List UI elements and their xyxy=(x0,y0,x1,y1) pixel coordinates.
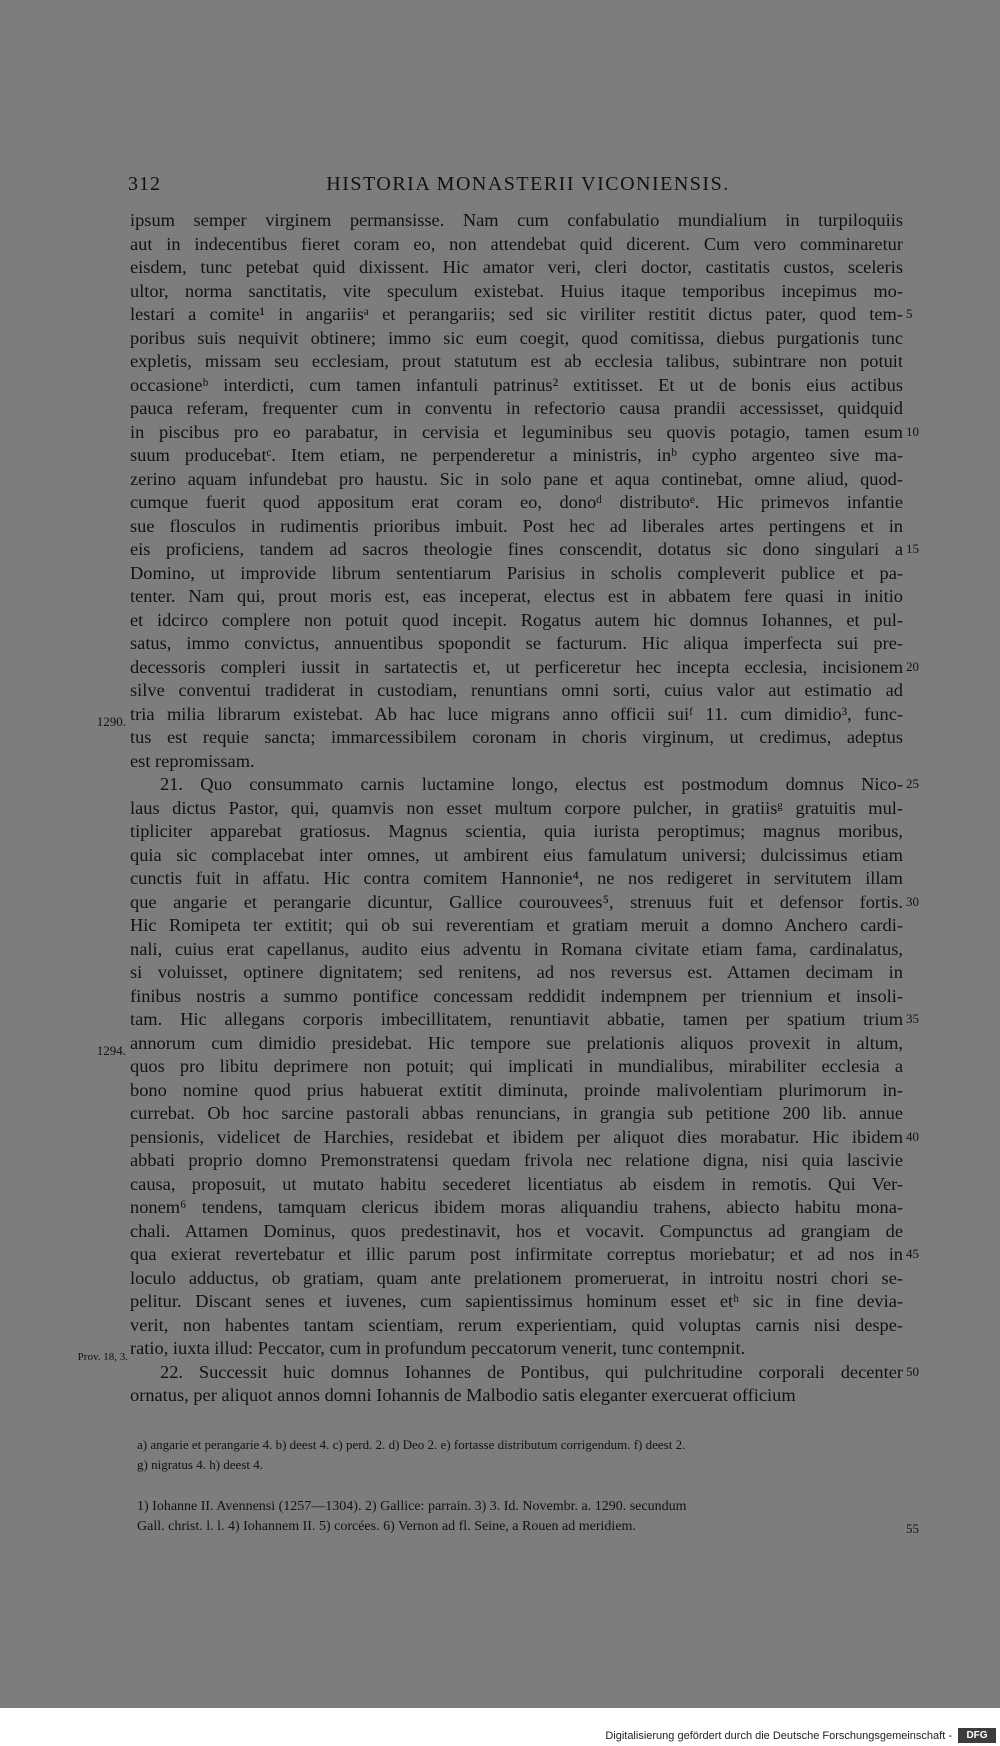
footnote-line-1: 1) Iohanne II. Avennensi (1257—1304). 2) Gallice: parrain. 3) 3. Id. Novembr. a. 1290. secundum xyxy=(137,1499,687,1514)
line-number: 10 xyxy=(906,423,919,439)
text-line: tenter. Nam qui, prout moris est, eas inceperat, electus est in abbatem fere quasi in initio xyxy=(130,586,903,606)
text-line: loculo adductus, ob gratiam, quam ante prelationem promeruerat, in introitu nostri chori se- xyxy=(130,1267,903,1288)
line-number: 20 xyxy=(906,658,919,674)
running-header xyxy=(128,173,928,203)
text-line: quos pro libitu deprimere non potuit; qui implicati in mundialibus, mirabiliter ecclesia a xyxy=(130,1056,903,1076)
text-line: abbati proprio domno Premonstratensi quedam frivola nec relatione digna, nisi quia lascivie xyxy=(130,1150,903,1170)
text-line: eis proficiens, tandem ad sacros theologie fines conscendit, dotatus sic dono singulari a xyxy=(130,539,903,559)
line-number: 50 xyxy=(906,1363,919,1379)
page-number: 312 xyxy=(128,173,161,195)
line-number: 25 xyxy=(906,776,919,791)
text-line: laus dictus Pastor, qui, quamvis non esset multum corpore pulcher, in gratiisᵍ gratuitis mul- xyxy=(130,797,903,818)
line-number: 45 xyxy=(906,1246,919,1261)
text-line: chali. Attamen Dominus, quos predestinavit, hos et vocavit. Compunctus ad grangiam de xyxy=(130,1220,903,1241)
text-line: Hic Romipeta ter extitit; qui ob sui reverentiam et gratiam meruit a domno Anchero cardi- xyxy=(130,915,903,935)
text-line: eisdem, tunc petebat quid dixissent. Hic amator veri, cleri doctor, castitatis custos, sceleris xyxy=(130,257,903,277)
text-line: verit, non habentes tantam scientiam, rerum experientiam, quid voluptas carnis nisi despe- xyxy=(130,1314,903,1335)
text-line: cunctis fuit in affatu. Hic contra comitem Hannonie⁴, ne nos redigeret in servitutem illam xyxy=(130,868,903,888)
margin-citation: Prov. 18, 3. xyxy=(77,1351,128,1363)
text-line: ipsum semper virginem permansisse. Nam cum confabulatio mundialium in turpiloquiis xyxy=(130,210,903,230)
text-line: tria milia librarum existebat. Ab hac luce migrans anno officii suiᶠ 11. cum dimidio³, func- xyxy=(130,703,903,724)
text-line: qua exierat revertebatur et illic parum post infirmitate correptus moriebatur; et ad nos in xyxy=(130,1244,903,1264)
text-line: ratio, iuxta illud: Peccator, cum in profundum peccatorum venerit, tunc contempnit. xyxy=(130,1338,746,1358)
margin-year-1290: 1290. xyxy=(96,714,126,729)
line-number: 35 xyxy=(906,1011,919,1026)
text-line: 21. Quo consummato carnis luctamine longo, electus est postmodum domnus Nico- xyxy=(160,774,903,794)
text-line: quia sic complacebat inter omnes, ut ambirent eius famulatum universi; dulcissimus etiam xyxy=(130,844,903,865)
text-line: occasioneᵇ interdicti, cum tamen infantuli patrinus² extitisset. Et ut de bonis eius actibus xyxy=(130,374,903,395)
text-line: finibus nostris a summo pontifice concessam reddidit indempnem per triennium et insoli- xyxy=(130,985,903,1006)
text-line: nonem⁶ tendens, tamquam clericus ibidem moras aliquandiu trahens, abiecto habitu mona- xyxy=(130,1197,903,1217)
text-line: que angarie et perangarie dicuntur, Gallice courouvees⁵, strenuus fuit et defensor fortis. xyxy=(130,891,903,912)
text-line: tam. Hic allegans corporis imbecillitatem, renuntiavit abbatie, tamen per spatium trium xyxy=(130,1009,903,1029)
text-line: nali, cuius erat capellanus, audito eius adventu in Romana civitate etiam fama, cardinalatus, xyxy=(130,938,903,959)
text-line: ornatus, per aliquot annos domni Iohannis de Malbodio satis eleganter exercuerat officium xyxy=(130,1385,796,1405)
text-line: silve conventui tradiderat in custodiam, renuntians omni sorti, cuius valor aut estimatio ad xyxy=(130,680,903,700)
line-number: 40 xyxy=(906,1128,919,1144)
text-line: tipliciter apparebat gratiosus. Magnus scientia, quia iurista peroptimus; magnus moribus, xyxy=(130,821,903,841)
apparatus-line-2: g) nigratus 4. h) deest 4. xyxy=(137,1457,264,1472)
text-line: ultor, norma sanctitatis, vite speculum existebat. Huius itaque temporibus incepimus mo- xyxy=(130,280,903,301)
apparatus-line-1: a) angarie et perangarie 4. b) deest 4. c) perd. 2. d) Deo 2. e) fortasse distributum corrigendum. f) deest 2. xyxy=(137,1437,686,1452)
text-line: Domino, ut improvide librum sententiarum Parisius in scholis compleverit publice et pa- xyxy=(130,562,903,583)
text-line: pauca referam, frequenter cum in conventu in refectorio causa prandii accessisset, quidquid xyxy=(130,398,903,418)
text-line: lestari a comite¹ in angariisᵃ et perangariis; sed sic viriliter restitit dictus pater, quod tem- xyxy=(130,304,903,324)
text-line: currebat. Ob hoc sarcine pastorali abbas renuncians, in grangia sub petitione 200 lib. annue xyxy=(130,1103,903,1123)
footnote-line-2: Gall. christ. l. l. 4) Iohannem II. 5) corcées. 6) Vernon ad fl. Seine, a Rouen ad meridiem. xyxy=(137,1519,636,1534)
running-title: HISTORIA MONASTERII VICONIENSIS. xyxy=(326,173,730,195)
text-line: pelitur. Discant senes et iuvenes, cum sapientissimus hominum esset etʰ sic in fine devia- xyxy=(130,1291,903,1311)
line-number: 5 xyxy=(906,306,913,321)
text-line: bono nomine quod prius habuerat extitit diminuta, proinde malivolentiam plurimorum in- xyxy=(130,1079,903,1100)
text-line: si voluisset, optinere dignitatem; sed renitens, ad nos reversus est. Attamen decimam in xyxy=(130,962,903,982)
text-line: et idcirco complere non potuit quod incepit. Rogatus autem hic domnus Iohannes, et pul- xyxy=(130,609,903,630)
margin-year-1294: 1294. xyxy=(96,1043,126,1058)
text-line: satus, immo convictus, annuentibus spopondit se facturum. Hic aliqua imperfecta sui pre- xyxy=(130,633,903,653)
text-line: in piscibus pro eo parabatur, in cervisia et leguminibus seu quovis potagio, tamen esum xyxy=(130,421,903,442)
footer-bar xyxy=(0,1708,1000,1746)
text-line: tus est requie sancta; immarcessibilem coronam in choris virginum, ut credimus, adeptus xyxy=(130,727,903,747)
text-line: cumque fuerit quod appositum erat coram eo, donoᵈ distributoᵉ. Hic primevos infantie xyxy=(130,492,903,512)
text-line: decessoris compleri iussit in sartatectis et, ut perficeretur hec incepta ecclesia, incisionem xyxy=(130,656,903,677)
line-number: 30 xyxy=(906,893,919,909)
text-line: est repromissam. xyxy=(130,750,255,771)
text-line: expletis, missam seu ecclesiam, prout statutum est ab ecclesia talibus, subintrare non potuit xyxy=(130,351,903,371)
dfg-logo: DFG xyxy=(958,1728,996,1743)
text-line: sue flosculos in rudimentis prioribus imbuit. Post hec ad liberales artes pertingens et in xyxy=(130,515,903,536)
text-line: 22. Successit huic domnus Iohannes de Pontibus, qui pulchritudine corporali decenter xyxy=(160,1361,903,1382)
text-line: poribus suis nequivit obtinere; immo sic eum coegit, quod comitissa, diebus purgationis tunc xyxy=(130,327,903,348)
text-line: suum producebatᶜ. Item etiam, ne perpenderetur a ministris, inᵇ cypho argenteo sive ma- xyxy=(130,445,903,465)
text-line: aut in indecentibus fieret coram eo, non attendebat quid dicerent. Cum vero comminaretur xyxy=(130,233,903,254)
text-line: causa, proposuit, ut mutato habitu secederet licentiatus ab eisdem in remotis. Qui Ver- xyxy=(130,1173,903,1194)
text-line: zerino aquam infundebat pro haustu. Sic in solo pane et aqua continebat, omne aliud, quod- xyxy=(130,468,903,489)
text-line: annorum cum dimidio presidebat. Hic tempore sue prelationis aliquos provexit in altum, xyxy=(130,1032,903,1053)
dfg-credit: Digitalisierung gefördert durch die Deutsche Forschungsgemeinschaft - xyxy=(605,1730,952,1742)
line-number: 55 xyxy=(906,1521,919,1536)
text-line: pensionis, videlicet de Harchies, residebat et ibidem per aliquot dies morabatur. Hic ibidem xyxy=(130,1126,903,1147)
line-number: 15 xyxy=(906,541,919,556)
